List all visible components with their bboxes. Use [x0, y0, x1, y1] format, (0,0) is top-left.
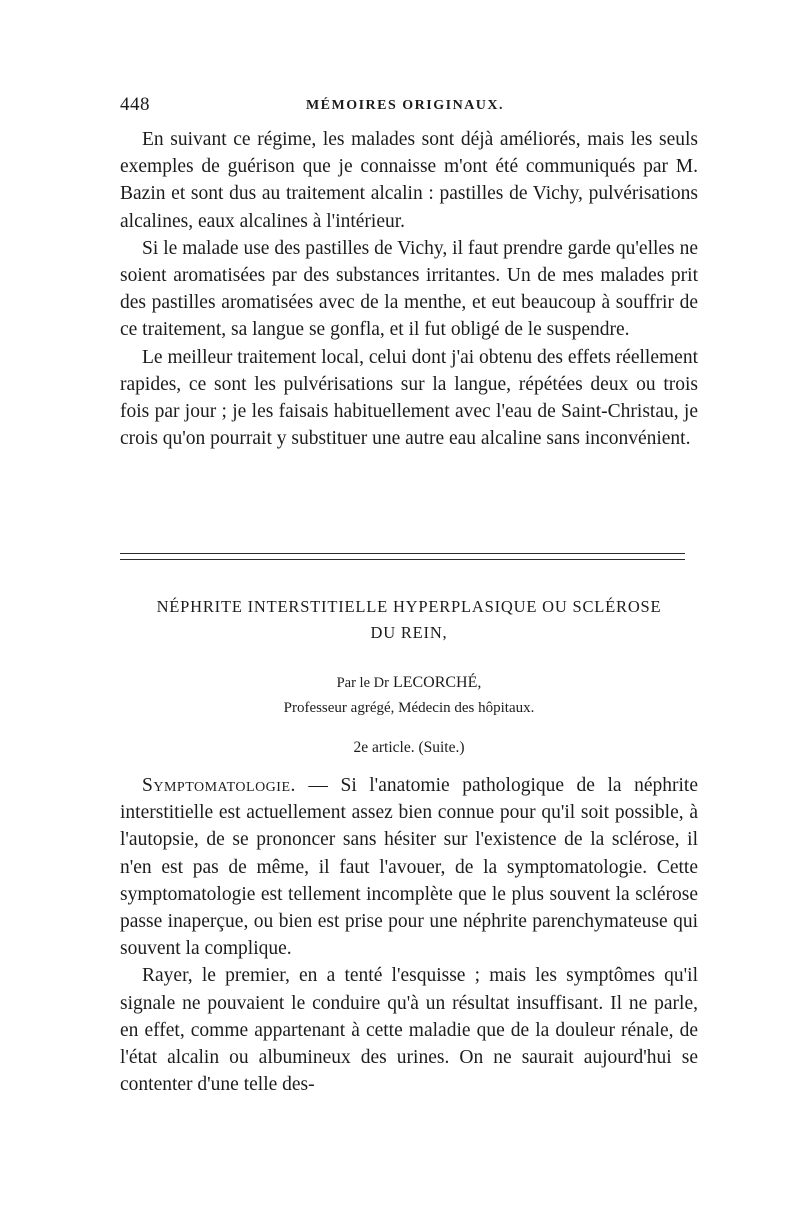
- previous-article-text: [120, 126, 698, 452]
- section-divider-thin: [120, 559, 685, 560]
- article-body: [120, 772, 698, 1098]
- author-line: [120, 671, 698, 695]
- section-divider-thick: [120, 553, 685, 554]
- article-title: [120, 594, 698, 646]
- paragraph-3: Le meilleur traitement local, celui dont j'ai obtenu des effets réellement rapides, ce sont les pulvérisations sur la langue, répétées deux ou trois fois par jour ; je les faisais habituellement avec l'eau de Saint-Christau, je crois qu'on pourrait y substituer une autre eau alcaline sans inconvénient.: [120, 346, 698, 450]
- running-head: MÉMOIRES ORIGINAUX.: [305, 98, 505, 113]
- paragraph-1: En suivant ce régime, les malades sont déjà améliorés, mais les seuls exemples de guérison que je connaisse m'ont été communiqués par M. Bazin et sont dus au traitement alcalin : pastilles de Vichy, pulvérisations alcalines, eaux alcalines à l'intérieur.: [120, 129, 698, 232]
- page-number: 448: [120, 94, 150, 115]
- article-part: 2e article. (Suite.): [353, 739, 465, 756]
- paragraph-2: Si le malade use des pastilles de Vichy, il faut prendre garde qu'elles ne soient aromatisées par des substances irritantes. Un de mes malades prit des pastilles aromatisées avec de la menthe, et eut beaucoup à souffrir de ce traitement, sa langue se gonfla, et il fut obligé de le suspendre.: [120, 237, 698, 341]
- article-title-line-2: DU REIN,: [370, 623, 448, 642]
- author-name: LECORCHÉ,: [392, 674, 482, 691]
- page-header: [120, 94, 690, 122]
- author-prefix: Par le Dr: [336, 675, 389, 691]
- author-affiliation: Professeur agrégé, Médecin des hôpitaux.: [283, 700, 535, 716]
- section-dash: —: [295, 775, 341, 796]
- section-paragraph-2: Rayer, le premier, en a tenté l'esquisse ; mais les symptômes qu'il signale ne pouvaient le conduire qu'à un résultat insuffisant. Il ne parle, en effet, comme appartenant à cette maladie que de la douleur rénale, de l'état alcalin ou albumineux des urines. On ne saurait aujourd'hui se contenter d'une telle des-: [120, 965, 698, 1096]
- section-paragraph-1: [120, 772, 698, 962]
- article-title-line-1: NÉPHRITE INTERSTITIELLE HYPERPLASIQUE OU SCLÉROSE: [156, 597, 662, 616]
- section-heading: Symptomatologie.: [142, 775, 296, 796]
- section-paragraph-1-text: Si l'anatomie pathologique de la néphrite interstitielle est actuellement assez bien connue pour qu'il soit possible, à l'autopsie, de se prononcer sans hésiter sur l'existence de la sclérose, il n'en est pas de même, il faut l'avouer, de la symptomatologie. Cette symptomatologie est tellement incomplète que le plus souvent la sclérose passe inaperçue, ou bien est prise pour une néphrite parenchymateuse qui souvent la complique.: [120, 775, 699, 960]
